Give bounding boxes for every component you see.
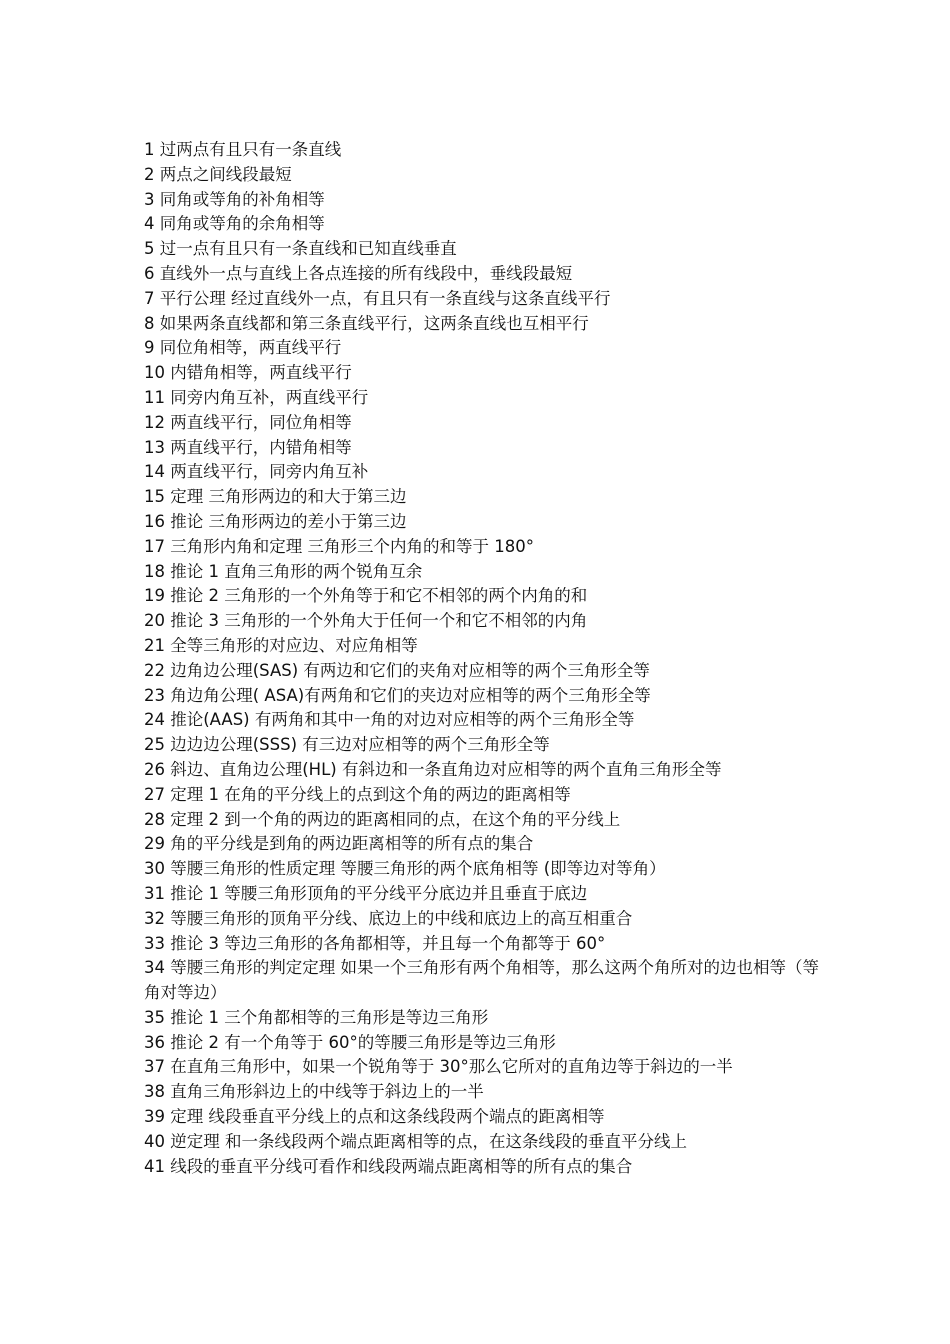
theorem-line: 26 斜边、直角边公理(HL) 有斜边和一条直角边对应相等的两个直角三角形全等	[144, 759, 722, 779]
theorem-line: 17 三角形内角和定理 三角形三个内角的和等于 180°	[144, 536, 534, 556]
theorem-line: 27 定理 1 在角的平分线上的点到这个角的两边的距离相等	[144, 784, 571, 804]
theorem-line: 2 两点之间线段最短	[144, 164, 292, 184]
theorem-line: 25 边边边公理(SSS) 有三边对应相等的两个三角形全等	[144, 735, 550, 755]
theorem-line: 34 等腰三角形的判定定理 如果一个三角形有两个角相等，那么这两个角所对的边也相等（等角对等边）	[144, 958, 819, 1003]
theorem-line: 38 直角三角形斜边上的中线等于斜边上的一半	[144, 1082, 484, 1102]
theorem-line: 35 推论 1 三个角都相等的三角形是等边三角形	[144, 1007, 489, 1027]
theorem-line: 21 全等三角形的对应边、对应角相等	[144, 635, 418, 655]
theorem-line: 9 同位角相等，两直线平行	[144, 338, 342, 358]
theorem-line: 8 如果两条直线都和第三条直线平行，这两条直线也互相平行	[144, 313, 589, 333]
theorem-line: 14 两直线平行，同旁内角互补	[144, 462, 369, 482]
theorem-line: 3 同角或等角的补角相等	[144, 189, 325, 209]
theorem-line: 40 逆定理 和一条线段两个端点距离相等的点，在这条线段的垂直平分线上	[144, 1131, 687, 1151]
theorem-line: 20 推论 3 三角形的一个外角大于任何一个和它不相邻的内角	[144, 611, 588, 631]
theorem-line: 13 两直线平行，内错角相等	[144, 437, 352, 457]
theorem-line: 6 直线外一点与直线上各点连接的所有线段中，垂线段最短	[144, 263, 573, 283]
theorem-line: 23 角边角公理( ASA)有两角和它们的夹边对应相等的两个三角形全等	[144, 685, 651, 705]
theorem-list	[144, 138, 824, 1179]
theorem-line: 16 推论 三角形两边的差小于第三边	[144, 511, 407, 531]
theorem-line: 29 角的平分线是到角的两边距离相等的所有点的集合	[144, 834, 534, 854]
theorem-line: 18 推论 1 直角三角形的两个锐角互余	[144, 561, 423, 581]
theorem-line: 11 同旁内角互补，两直线平行	[144, 387, 369, 407]
theorem-line: 12 两直线平行，同位角相等	[144, 412, 352, 432]
theorem-line: 30 等腰三角形的性质定理 等腰三角形的两个底角相等 (即等边对等角）	[144, 859, 666, 879]
theorem-line: 24 推论(AAS) 有两角和其中一角的对边对应相等的两个三角形全等	[144, 710, 635, 730]
theorem-line: 5 过一点有且只有一条直线和已知直线垂直	[144, 239, 457, 259]
theorem-line: 33 推论 3 等边三角形的各角都相等，并且每一个角都等于 60°	[144, 933, 606, 953]
theorem-line: 31 推论 1 等腰三角形顶角的平分线平分底边并且垂直于底边	[144, 883, 588, 903]
theorem-line: 37 在直角三角形中，如果一个锐角等于 30°那么它所对的直角边等于斜边的一半	[144, 1057, 733, 1077]
theorem-line: 7 平行公理 经过直线外一点，有且只有一条直线与这条直线平行	[144, 288, 611, 308]
theorem-line: 39 定理 线段垂直平分线上的点和这条线段两个端点的距离相等	[144, 1107, 605, 1127]
theorem-line: 4 同角或等角的余角相等	[144, 214, 325, 234]
theorem-line: 19 推论 2 三角形的一个外角等于和它不相邻的两个内角的和	[144, 586, 588, 606]
theorem-line: 41 线段的垂直平分线可看作和线段两端点距离相等的所有点的集合	[144, 1156, 633, 1176]
theorem-line: 1 过两点有且只有一条直线	[144, 140, 342, 159]
theorem-line: 22 边角边公理(SAS) 有两边和它们的夹角对应相等的两个三角形全等	[144, 660, 650, 680]
theorem-line: 10 内错角相等，两直线平行	[144, 363, 352, 383]
theorem-line: 15 定理 三角形两边的和大于第三边	[144, 487, 407, 507]
theorem-line: 28 定理 2 到一个角的两边的距离相同的点，在这个角的平分线上	[144, 809, 621, 829]
theorem-line: 32 等腰三角形的顶角平分线、底边上的中线和底边上的高互相重合	[144, 908, 633, 928]
theorem-line: 36 推论 2 有一个角等于 60°的等腰三角形是等边三角形	[144, 1032, 556, 1052]
